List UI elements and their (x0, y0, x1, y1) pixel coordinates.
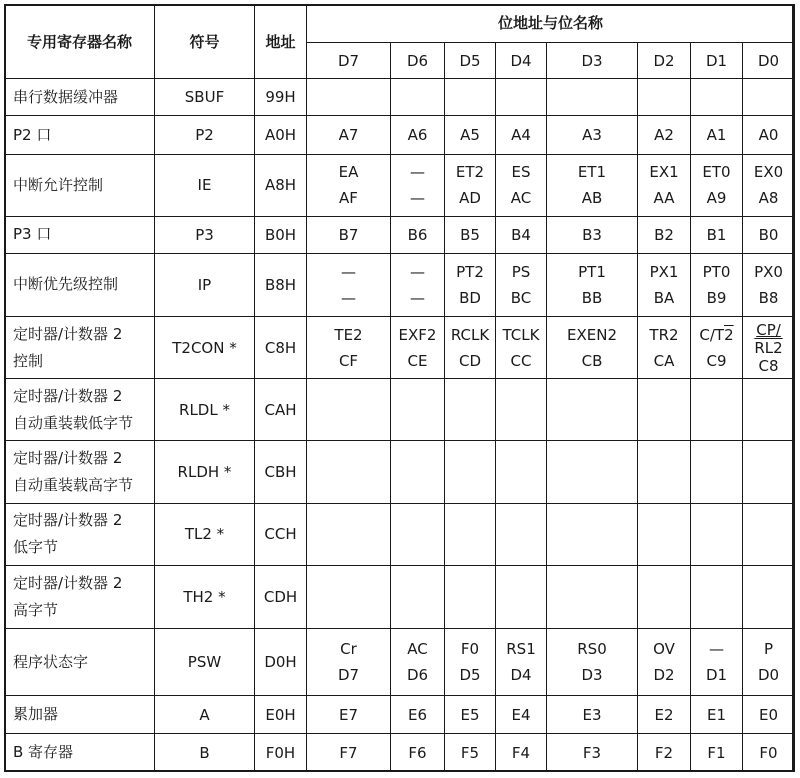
bit-name: A3 (582, 126, 602, 145)
register-address: CAH (255, 379, 307, 441)
register-name-line: 自动重装载低字节 (13, 413, 134, 432)
bit-address: AB (581, 189, 603, 208)
bit-name: EX0 (753, 163, 784, 182)
bit-address: — (410, 189, 425, 208)
header-bit-d6: D6 (391, 42, 445, 79)
bit-name: PX0 (754, 262, 783, 281)
bit-name: E4 (511, 705, 531, 724)
header-bit-d0: D0 (743, 42, 795, 79)
bit-name: EA (338, 163, 359, 182)
bit-name: — (410, 262, 425, 281)
bit-name: F0 (460, 640, 480, 659)
bit-address: AF (339, 189, 358, 208)
header-bit-d5: D5 (445, 42, 496, 79)
header-bits-group: 位地址与位名称 (307, 5, 795, 43)
register-name-line: 定时器/计数器 2 (13, 386, 123, 405)
bit-address: AA (653, 189, 675, 208)
bit-name: A1 (706, 126, 727, 145)
bit-address: D7 (337, 666, 360, 685)
register-symbol: IP (155, 253, 255, 316)
bit-name: AC (407, 640, 428, 659)
bit-name: PT1 (578, 262, 606, 281)
header-bit-d7: D7 (307, 42, 391, 79)
register-address: C8H (255, 317, 307, 379)
register-name-line: 低字节 (13, 538, 59, 557)
register-address: 99H (255, 79, 307, 116)
register-name: 程序状态字 (5, 629, 155, 696)
bit-name: RS1 (506, 640, 536, 659)
register-address: B8H (255, 253, 307, 316)
bit-address: B8 (758, 288, 779, 307)
bit-address: — (341, 288, 356, 307)
bit-name: E7 (338, 705, 359, 724)
register-symbol: PSW (155, 629, 255, 696)
bit-address: CF (338, 351, 359, 370)
register-address: A8H (255, 154, 307, 216)
bit-name: TCLK (502, 325, 540, 344)
register-address: A0H (255, 116, 307, 155)
header-bit-d4: D4 (496, 42, 547, 79)
bit-name: F2 (654, 743, 674, 762)
bit-name: OV (653, 640, 675, 659)
bit-address: BD (459, 288, 481, 307)
register-symbol: IE (155, 154, 255, 216)
bit-address: BB (581, 288, 603, 307)
bit-name: PT0 (702, 262, 731, 281)
register-symbol: P2 (155, 116, 255, 155)
bit-address: D3 (581, 666, 603, 685)
bit-name: — (410, 163, 425, 182)
bit-name: F5 (460, 743, 480, 762)
register-name: 累加器 (5, 696, 155, 734)
bit-address: CD (458, 351, 482, 370)
bit-name: Cr (340, 640, 357, 659)
bit-name: B5 (460, 225, 480, 244)
bit-name: A5 (460, 126, 480, 145)
bit-name: F7 (339, 743, 358, 762)
bit-address: AC (510, 189, 532, 208)
bit-name: B4 (511, 225, 531, 244)
header-bit-d1: D1 (691, 42, 743, 79)
bit-address: D0 (757, 666, 780, 685)
bit-name: A2 (654, 126, 674, 145)
register-symbol: P3 (155, 217, 255, 254)
bit-name: F0 (759, 743, 778, 762)
register-name-line: 定时器/计数器 2 (13, 449, 123, 468)
bit-name: A4 (511, 126, 531, 145)
bit-name: RCLK (450, 325, 490, 344)
bit-name: E3 (582, 705, 602, 724)
bit-name: TE2 (334, 325, 363, 344)
register-symbol: SBUF (155, 79, 255, 116)
register-address: F0H (255, 734, 307, 772)
header-symbol: 符号 (155, 5, 255, 79)
bit-name: E2 (654, 705, 674, 724)
bit-name: EXEN2 (567, 325, 617, 344)
bit-name: B1 (706, 225, 727, 244)
register-name: B 寄存器 (5, 734, 155, 772)
register-name: P3 口 (5, 217, 155, 254)
register-address: D0H (255, 629, 307, 696)
register-name: 中断优先级控制 (5, 253, 155, 316)
bit-address: C9 (706, 351, 727, 370)
header-address: 地址 (255, 5, 307, 79)
bit-name: E1 (706, 705, 727, 724)
bit-name: ET2 (455, 163, 485, 182)
bit-name: TR2 (649, 325, 679, 344)
bit-address: CB (581, 351, 603, 370)
bit-name: E0 (758, 705, 779, 724)
bit-address: D4 (510, 666, 532, 685)
bit-address: C8 (758, 356, 779, 375)
bit-name: A6 (407, 126, 428, 145)
bit-name-line: CP/ (756, 320, 781, 339)
bit-name-overline: 2 (724, 325, 734, 344)
bit-name: F6 (408, 743, 427, 762)
register-address: CDH (255, 565, 307, 628)
bit-name: PS (511, 262, 531, 281)
bit-name: B3 (582, 225, 602, 244)
register-symbol: RLDL * (155, 379, 255, 441)
header-bit-d2: D2 (638, 42, 691, 79)
register-name-line: 高字节 (13, 600, 59, 619)
register-name: 串行数据缓冲器 (5, 79, 155, 116)
bit-name: EXF2 (398, 325, 437, 344)
bit-name: B7 (338, 225, 359, 244)
bit-name-prefix: C/T (699, 325, 725, 344)
bit-name: B2 (654, 225, 674, 244)
bit-name: PX1 (649, 262, 679, 281)
bit-address: D6 (406, 666, 429, 685)
bit-name: F1 (707, 743, 726, 762)
register-address: E0H (255, 696, 307, 734)
bit-address: AD (459, 189, 481, 208)
bit-address: D2 (653, 666, 675, 685)
bit-name: F3 (582, 743, 602, 762)
bit-address: BC (510, 288, 532, 307)
bit-name: ES (511, 163, 531, 182)
bit-name: RS0 (577, 640, 607, 659)
header-name: 专用寄存器名称 (5, 5, 155, 79)
bit-address: BA (653, 288, 675, 307)
bit-name: A0 (758, 126, 779, 145)
register-address: B0H (255, 217, 307, 254)
bit-address: D5 (459, 666, 481, 685)
bit-name: E6 (407, 705, 428, 724)
table-outer-border (4, 4, 794, 772)
bit-name: — (709, 640, 724, 659)
bit-address: A9 (706, 189, 727, 208)
register-name-line: 控制 (13, 351, 44, 370)
register-name-line: 定时器/计数器 2 (13, 573, 123, 592)
bit-address: CA (653, 351, 675, 370)
bit-name: B6 (407, 225, 428, 244)
bit-name: EX1 (649, 163, 679, 182)
register-symbol: B (155, 734, 255, 772)
bit-name: B0 (758, 225, 779, 244)
register-address: CBH (255, 441, 307, 503)
bit-address: CC (510, 351, 532, 370)
bit-address: B9 (706, 288, 727, 307)
bit-name: P (763, 640, 774, 659)
register-name: 中断允许控制 (5, 154, 155, 216)
register-name-line: 自动重装载高字节 (13, 476, 134, 495)
register-address: CCH (255, 503, 307, 565)
register-name: P2 口 (5, 116, 155, 155)
header-bit-d3: D3 (547, 42, 638, 79)
bit-address: — (410, 288, 425, 307)
bit-name: E5 (460, 705, 480, 724)
bit-name: — (341, 262, 356, 281)
bit-name: ET0 (702, 163, 731, 182)
bit-address: D1 (705, 666, 728, 685)
bit-name: A7 (338, 126, 359, 145)
register-symbol: TH2 * (155, 565, 255, 628)
register-name-line: 定时器/计数器 2 (13, 511, 123, 530)
bit-address: A8 (758, 189, 779, 208)
bit-name: ET1 (577, 163, 607, 182)
bit-name: PT2 (456, 262, 484, 281)
register-symbol: RLDH * (155, 441, 255, 503)
register-symbol: TL2 * (155, 503, 255, 565)
register-name-line: 定时器/计数器 2 (13, 324, 123, 343)
bit-address: CE (407, 351, 428, 370)
register-symbol: T2CON * (155, 317, 255, 379)
register-symbol: A (155, 696, 255, 734)
bit-name: F4 (511, 743, 531, 762)
bit-name-line: RL2 (754, 338, 783, 357)
